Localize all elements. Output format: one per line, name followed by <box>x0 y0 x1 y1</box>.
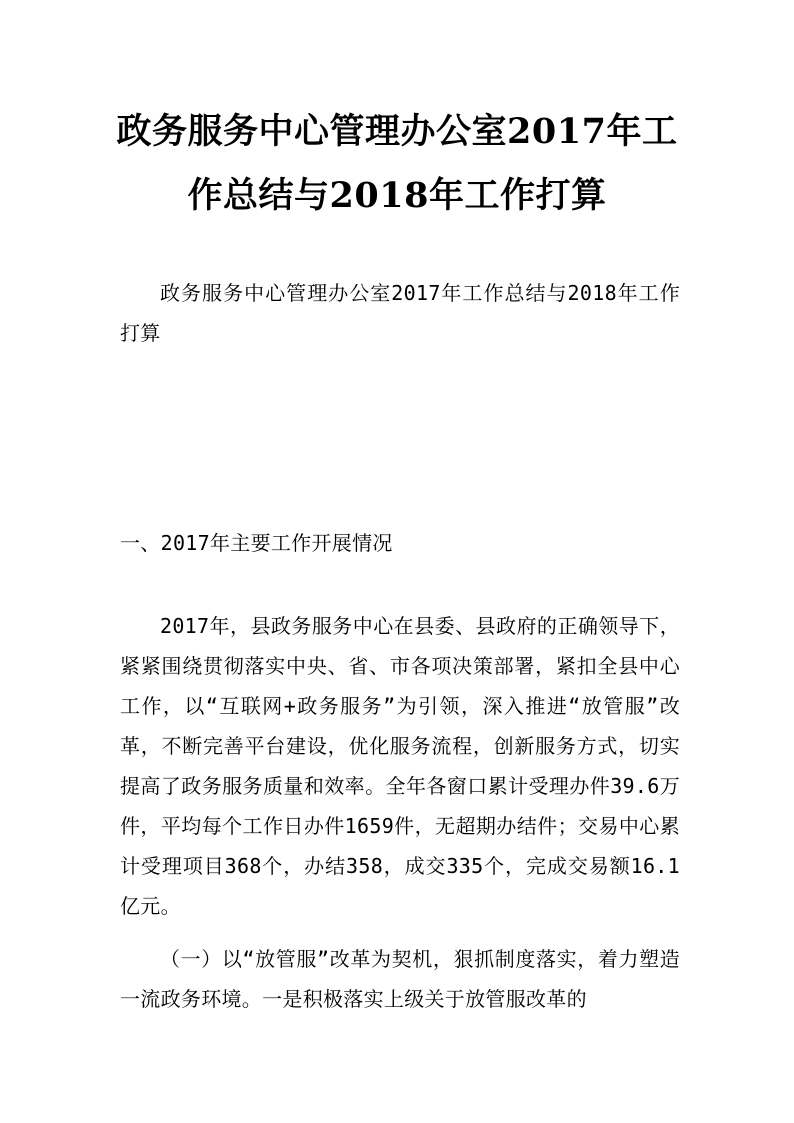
body-paragraph: （一）以“放管服”改革为契机，狠抓制度落实，着力塑造一流政务环境。一是积极落实上级关于放管服改革的 <box>120 947 680 1011</box>
body-paragraph: 2017年，县政务服务中心在县委、县政府的正确领导下，紧紧围绕贯彻落实中央、省、市各项决策部署，紧扣全县中心工作，以“互联网+政务服务”为引领，深入推进“放管服”改革，不断完善平台建设，优化服务流程，创新服务方式，切实提高了政务服务质量和效率。全年各窗口累计受理办件39.6万件，平均每个工作日办件1659件，无超期办结件；交易中心累计受理项目368个，办结358，成交335个，完成交易额16.1亿元。 <box>120 614 680 918</box>
document-title: 政务服务中心管理办公室2017年工作总结与2018年工作打算 <box>116 111 678 216</box>
document-subtitle: 政务服务中心管理办公室2017年工作总结与2018年工作打算 <box>120 281 680 345</box>
section-heading: 一、2017年主要工作开展情况 <box>120 531 393 555</box>
